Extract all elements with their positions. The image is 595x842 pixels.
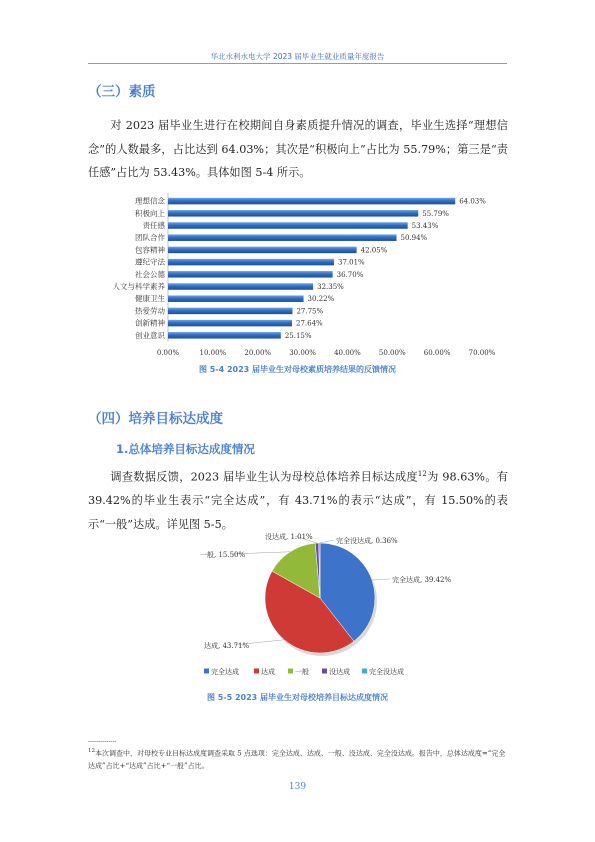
bar-category-label: 创业意识 [135, 330, 165, 340]
bar-category-label: 人文与科学素养 [112, 282, 165, 291]
bar-value-label: 64.03% [459, 197, 486, 206]
pie-leader-line [372, 579, 390, 580]
bar-value-label: 53.43% [411, 222, 439, 230]
bar-value-label: 30.22% [307, 295, 335, 304]
bar-category-label: 创新精神 [135, 318, 165, 328]
legend-label: 没达成 [329, 668, 350, 676]
x-tick-label: 0.00% [156, 349, 180, 357]
quality-bar-chart [80, 190, 520, 362]
bar-category-label: 责任感 [142, 221, 165, 230]
figure-5-4-caption: 图 5-4 2023 届毕业生对母校素质培养结果的反馈情况 [198, 365, 397, 374]
footnote-ref: 12 [417, 470, 427, 478]
bar-category-label: 健康卫生 [135, 294, 165, 304]
legend-label: 完全达成 [211, 668, 239, 676]
pie-slice-label: 达成, 43.71% [204, 642, 250, 650]
legend-label: 完全没达成 [369, 668, 404, 676]
bar-value-label: 27.75% [296, 307, 324, 316]
bar [168, 234, 397, 241]
section-4-subtitle: 1.总体培养目标达成度情况 [116, 442, 255, 456]
section-4-text-pre: 调查数据反馈，2023 届毕业生认为母校总体培养目标达成度 [110, 470, 418, 484]
figure-5-5-caption: 图 5-5 2023 届毕业生对母校培养目标达成度情况 [206, 693, 389, 702]
bar [168, 259, 334, 266]
bar [168, 210, 418, 217]
bar-value-label: 27.64% [295, 319, 323, 328]
bar [168, 295, 304, 302]
attainment-pie-chart [180, 528, 452, 680]
bar-value-label: 50.94% [400, 234, 428, 243]
pie-leader-line [319, 540, 334, 543]
pie-slice-label: 完全达成, 39.42% [392, 576, 452, 584]
x-tick-label: 60.00% [423, 349, 451, 357]
bar-category-label: 积极向上 [135, 208, 165, 218]
bar [168, 222, 408, 229]
bar-category-label: 热爱劳动 [135, 306, 165, 316]
bar [168, 198, 455, 205]
legend-swatch [204, 669, 209, 674]
legend-label: 达成 [261, 668, 275, 676]
section-4-title: （四）培养目标达成度 [88, 411, 223, 427]
x-tick-label: 70.00% [468, 349, 496, 357]
bar [168, 271, 333, 278]
footnote [88, 745, 508, 773]
bar [168, 247, 357, 254]
bar-value-label: 37.01% [338, 258, 365, 267]
legend-swatch [288, 669, 293, 674]
section-3-title: （三）素质 [88, 84, 156, 100]
bar-value-label: 32.35% [317, 283, 344, 291]
legend-swatch [322, 669, 327, 674]
bar-category-label: 包容精神 [135, 245, 165, 255]
footnote-text: 本次调查中，对母校专业目标达成度调查采取 5 点选项：完全达成、达成、一般、没达成、完全没达成。报告中，总体达成度=“完全达成”占比+“达成”占比+“一般”占比。 [88, 749, 506, 771]
x-tick-label: 20.00% [244, 349, 272, 357]
bar [168, 332, 281, 339]
header-rule [88, 63, 507, 64]
page-number: 139 [288, 782, 307, 792]
footnote-rule: -------------- [88, 738, 117, 745]
pie-slice-label: 没达成, 1.01% [265, 533, 313, 541]
section-4-paragraph [88, 463, 508, 536]
pie-slice-label: 完全没达成, 0.36% [336, 537, 398, 545]
bar-value-label: 36.70% [336, 270, 364, 279]
bar [168, 283, 313, 290]
bar-value-label: 42.05% [360, 246, 388, 255]
bar-value-label: 55.79% [422, 209, 449, 218]
bar-category-label: 遵纪守法 [135, 257, 165, 267]
running-header: 华北水利水电大学 2023 届毕业生就业质量年度报告 [210, 52, 385, 61]
x-tick-label: 10.00% [199, 349, 227, 357]
legend-label: 一般 [295, 668, 309, 676]
section-3-paragraph [88, 114, 508, 185]
bar [168, 308, 292, 315]
section-3-text: 对 2023 届毕业生进行在校期间自身素质提升情况的调查，毕业生选择“理想信念”的人数最多，占比达到 64.03%；其次是“积极向上”占比为 55.79%；第三是“责任感”占比为 53.43%。具体如图 5-4 所示。 [88, 119, 508, 179]
bar [168, 320, 292, 327]
pie-slice-label: 一般, 15.50% [200, 551, 246, 559]
legend-swatch [254, 669, 259, 674]
bar-category-label: 社会公德 [135, 269, 165, 279]
footnote-mark: 12 [88, 748, 95, 754]
section-4-text-post: 为 98.63%。有 39.42%的毕业生表示“完全达成”，有 43.71%的表示“达成”，有 15.50%的表示“一般”达成。详见图 5-5。 [88, 470, 509, 531]
x-tick-label: 30.00% [289, 349, 316, 357]
x-tick-label: 40.00% [334, 349, 361, 357]
bar-value-label: 25.15% [284, 331, 312, 340]
bar-category-label: 理想信念 [135, 196, 165, 206]
bar-category-label: 团队合作 [135, 233, 165, 243]
legend-swatch [362, 669, 367, 674]
x-tick-label: 50.00% [378, 349, 406, 357]
